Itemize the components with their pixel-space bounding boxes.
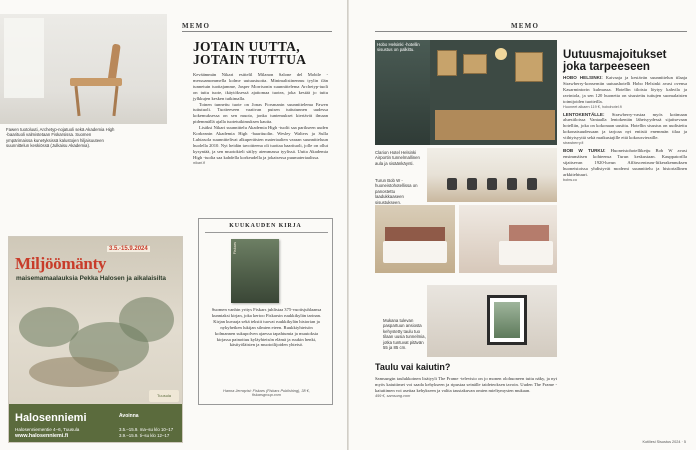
paragraph-text: Strawberry-vastaa myös kotimaan aluesiiloissa Vantaalla lentokentän läheisyydessä sijaitsevaan hotelliin, joka on kokonaan uusittu. Hotellin sisustus on uudistettu kokonaisuudessaan ja tarjoaa nyt entistä enemmän tilaa ja viihtyisyyttä sekä matkustajille että kokousvieraille.: [563, 111, 687, 141]
ad-hours: [119, 427, 181, 438]
lobby-chair: [487, 178, 497, 190]
paragraph-lead: BOB W TURKU:: [563, 148, 606, 154]
article-headline: [563, 50, 667, 73]
hotel-room-photo: [375, 205, 455, 273]
headline-line: JOTAIN UUTTA,: [193, 39, 300, 54]
wall-art: [437, 50, 457, 76]
ad-hours-title: Avoinna: [119, 413, 139, 419]
airport-lobby-photo: [427, 148, 557, 202]
ad-badge: Tuusula: [149, 390, 179, 402]
lobby-chair: [527, 178, 537, 190]
halosenniemi-ad[interactable]: [8, 236, 183, 443]
book-cover: [231, 239, 279, 303]
sofa: [435, 110, 555, 140]
frame-speaker: [487, 295, 527, 345]
tv-headline: Taulu vai kaiutin?: [375, 362, 451, 372]
paragraph: [563, 112, 687, 142]
chair-leg: [112, 86, 118, 116]
hotel-room-photo: [459, 205, 557, 273]
paragraph-source: strawberry.fi: [563, 141, 584, 146]
paragraph: Samsungin taulukkoinen lisätyyli The Frame -televisio on jo monen olohuoneen tuttu näky, ja nyt myös kaiuttimet voi saada kehykseen ja ripustaa seinälle taideteoksen tavoin. Uuden The Frame -kaiuttimen voi asettaa kehykseen ja valita taustakuvan omien mieltymysten mukaan.: [375, 376, 557, 393]
ad-title: Miljöömänty: [15, 254, 107, 273]
memo-rule: [182, 31, 332, 32]
hotel-caption: Hobo Helsinki -hotellin sisustus on palkittu.: [377, 42, 420, 53]
paragraph: Toinen tunnettu tuote on Jonas Forsmanin suunnittelema Fawen tuttutuoli. Tuotteeseen vaativan puisen tuttutunnen uudessa kokemuksessa on sen muoto, jonka tuntemukset kiertävät ilmaan pidemmällä ajalla tuotetutkimuksen kautta.: [193, 101, 328, 125]
bed: [383, 241, 447, 263]
page-folio: Kotiliesi Sisustus 2024 · 5: [642, 440, 686, 444]
lobby-chair: [447, 178, 457, 190]
article-body: [193, 72, 328, 165]
frame-speaker-photo: [427, 285, 557, 357]
frame-caption: Mukana tulevan paspartuun ansiosta kehystetty taulu tuo tilaan uusia tunnelmia, jotka tuntuvat pitävän 55 ja 85 cm.: [383, 318, 426, 351]
paragraph-source: Huoneet alkaen 119 €, hobohotel.fi: [563, 104, 622, 109]
memo-label: MEMO: [182, 22, 211, 30]
chair-photo: [0, 14, 167, 124]
ad-subtitle: maisemamaalauksia Pekka Halosen ja aikalaisilta: [16, 275, 166, 282]
tv-article: [375, 376, 557, 398]
book-of-month: [198, 218, 333, 405]
chair-leg: [74, 86, 80, 116]
paragraph-lead: LENTOKENTÄLLE:: [563, 111, 605, 117]
book-cover-title: Fiskars: [233, 242, 237, 255]
paragraph: Lisäksi Nikari suunnittelu Akademia High -tuolit saa parikseen uuden Korkeanin Akademia High -baarituolin. Wesley Walters ja Sulla Luhtasola suunnittelivat alkuperäisten materiaalien varaan suunnitteluun huolella 2010. Nyt heidän tavoitteena oli tuottaa baarituoli, jolle on ollut kysyntää, ja sen muotokieli säilyy aiemmassa tyylissä. Uutta Akademia High -tuolia saa kahdella korkeudella ja jokaisessa puumateriaalissa.: [193, 125, 328, 160]
ad-hours-line: 3.9.–15.9. ti–su klo 12–17: [119, 432, 170, 438]
turku-caption: Turun Bob W -huoneistohotellissa on panostettu laadukkaaseen sisustukseen.: [375, 178, 418, 205]
ad-tree: [119, 297, 174, 342]
paragraph: Keväämmän Nikari esittelil Milanon Salone del Mobile -messuamommella kolme uutuustuotta. Minimalistinenmu tyylin ilän tunnetuin tuottajamme, Jasper Morrisonin suunnittelema Archetyp-tuoli on tuttu tuote, ikäytöksessä ajattomaa tuotea, joka kestää jo tuttu jylkkujen kesken tutkimalla.: [193, 72, 328, 101]
headline-line: JOTAIN TUTTUA: [193, 52, 307, 67]
frame-artwork: [494, 302, 520, 338]
ad-date: 3.5.-15.9.2024: [109, 246, 148, 252]
lamp: [495, 48, 507, 60]
ad-web-link[interactable]: www.halosenniemi.fi: [15, 433, 69, 439]
headboard: [385, 227, 445, 241]
hotel-wall: [375, 40, 430, 145]
book-header: KUUKAUDEN KIRJA: [229, 223, 302, 229]
right-page: [349, 0, 696, 450]
memo-label: MEMO: [511, 22, 540, 30]
book-source: Hanna Jernqvist: Fiskars (Fiskars Publishing), 38 €, fiskarsgroup.com: [223, 389, 310, 397]
paragraph-lead: HOBO HELSINKI:: [563, 75, 603, 80]
ad-hours-line: 3.5.–15.9. ma–su klo 10–17: [119, 427, 174, 432]
chair-seat: [70, 78, 122, 86]
headline-line: Uutuusmajoitukset: [563, 49, 667, 61]
book-rule: [205, 232, 328, 233]
wall-art: [515, 52, 543, 82]
hotel-lobby-photo: [375, 40, 557, 145]
ad-ground: [29, 357, 119, 387]
paragraph: [563, 148, 687, 178]
paragraph: [563, 75, 687, 105]
paragraph-source: bobw.co: [563, 177, 577, 182]
chair-caption: Fawen tuotoluuti, Archetyp-nojatuoli sekä Akademia High -baarituoli valmistetaan Fiskarsissa. Suomen ympärimaissa kunetyksissä kalustojen hiljaisuuteen suunnittelun keskiössä (Julkaisu Akademia).: [6, 127, 115, 149]
book-text: Suomen vanhin yritys Fiskars juhlistaa 375-vuotisjuhlaansa kunniaksi kirjan, joka kertoo Fiskarsin ruukkikylän tarinan. Kirjan kuvaaja sekä tekstit tuovat ruukkikylän historian ja nykyhetken lukijan silmien eteen. Ruukkiyhteisön kolmannen sukupolven ajaessa tapahtumia ja muutoksia kirjassa painottuu kyläyhteisön elämä ja ruukin henki, käsityöläisten ja muotoilijoiden yhteisö.: [211, 307, 322, 348]
paragraph-text: Huoneistohotelliketju Bob W avasi ensimmäisen kohteensa Turun keskustaan. Kauppatorilla sijaitsevan 1920-luvun Affärscentrum-liikerakennuksen huoneistoissa yhdistyvät moderni suunnittelu ja historiallinen arkkitehtuuri.: [563, 148, 687, 177]
airport-caption: Clarion Hotel Helsinki Airportin tunnelmallinen aula ja sisäänkäynti.: [375, 150, 420, 166]
tv-source: 499 €, samsung.com: [375, 393, 411, 398]
ad-brand: Halosenniemi: [15, 412, 87, 424]
headline-line: joka tarpeeseen: [563, 60, 650, 73]
paragraph-text: Kaivaaja ja kestävän suunnittelun tilaaja Strawberry-konserniin uutuushotelli Hobo Helsinki avasi ovensa Kasarmintorin kulmassa. Hotellin tiloista löytyy kahvila ja ravintola, ja sen 120 huonetta on sisustettu tuttujen suomalaisten toimijoiden tuotteilla.: [563, 75, 687, 104]
lobby-chair: [467, 178, 477, 190]
window-light: [4, 18, 44, 98]
article-source: nikari.fi: [193, 160, 206, 165]
ad-address: Halosenniementie 4–6, Tuusula: [15, 427, 80, 432]
article-body: [563, 75, 687, 185]
left-page: [0, 0, 347, 450]
memo-rule: [375, 31, 687, 32]
bed: [499, 241, 553, 265]
article-headline: [193, 40, 306, 66]
headboard: [509, 225, 549, 241]
wall-art: [463, 54, 487, 74]
lobby-chair: [507, 178, 517, 190]
